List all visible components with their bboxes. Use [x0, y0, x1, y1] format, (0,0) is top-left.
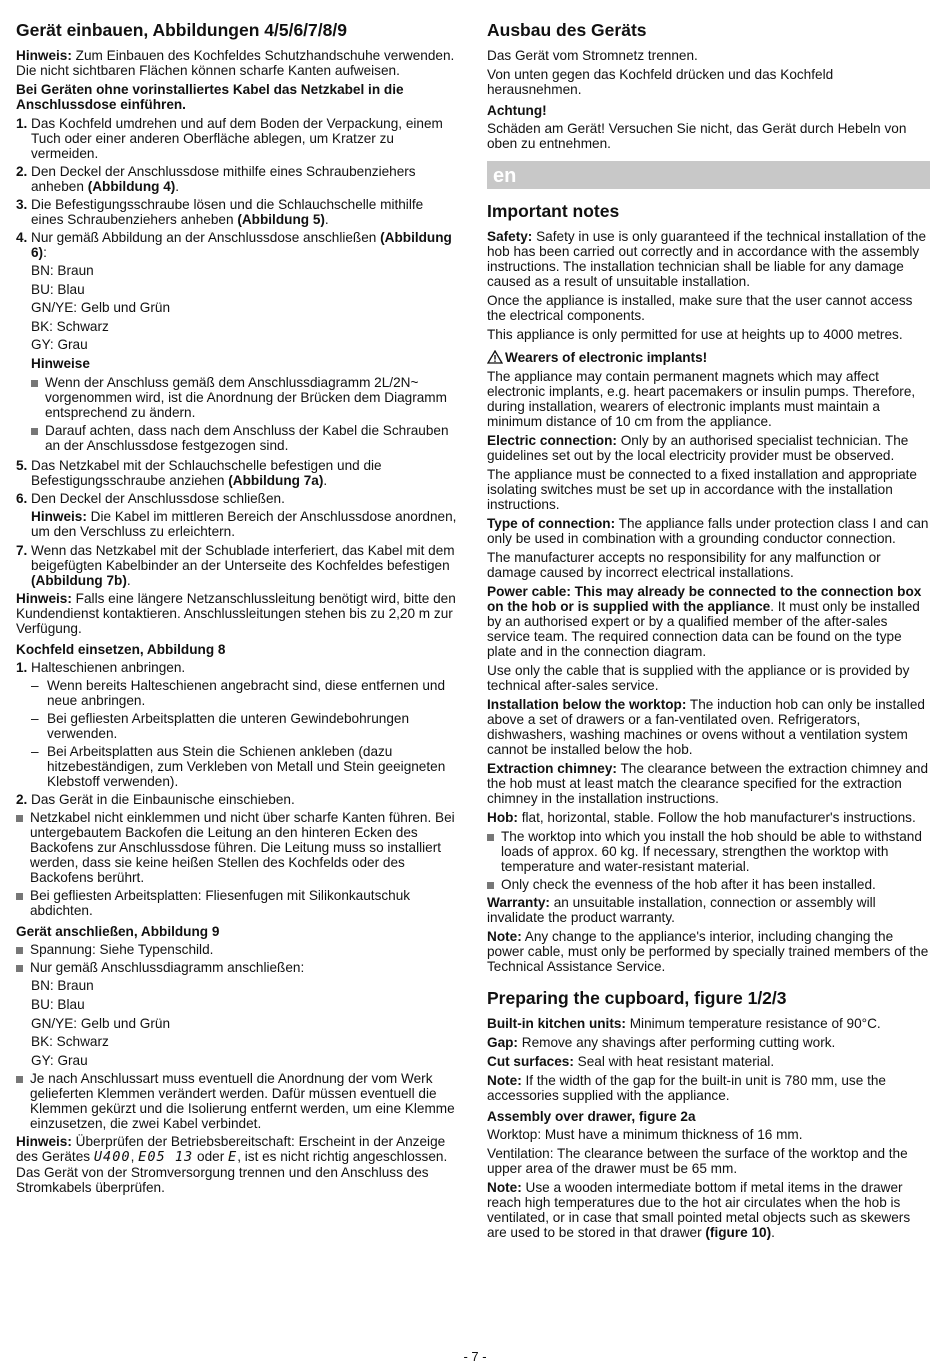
step-1: 1. Das Kochfeld umdrehen und auf dem Boden der Verpackung, einem Tuch oder einer anderen Oberfläche ablegen, um Kratzer zu vermeiden. — [16, 116, 443, 161]
dash-item: – Bei gefliesten Arbeitsplatten die unteren Gewindebohrungen verwenden. — [31, 711, 409, 742]
bullet-square-icon — [487, 834, 494, 841]
step-3: 3. Die Befestigungsschraube lösen und die Schlauchschelle mithilfe eines Schraubenziehers anheben (Abbildung 5). — [16, 197, 424, 227]
paragraph-note: Note: Use a wooden intermediate bottom if metal items in the drawer reach high temperatures due to the hot air circulates when the hob is ventilated, or in case that small pointed metal objects such as skewers are used to be stored in that drawer (figure 10). — [487, 1180, 911, 1240]
paragraph: Das Gerät vom Stromnetz trennen. — [487, 48, 698, 63]
paragraph: The appliance may contain permanent magnets which may affect electronic implants, e.g. heart pacemakers or insulin pumps. Therefore, during installation, wearers of electronic implants must maintain a minimum distance of 10 cm from the appliance. — [487, 369, 916, 429]
display-code: U400 — [93, 1149, 131, 1166]
wire-list — [31, 263, 458, 352]
section-title-einbauen: Gerät einbauen, Abbildungen 4/5/6/7/8/9 — [16, 20, 347, 40]
bullet-square-icon — [31, 428, 38, 435]
display-code: E — [228, 1149, 238, 1166]
paragraph: Once the appliance is installed, make sure that the user cannot access the electrical components. — [487, 293, 913, 323]
kabel-heading: Bei Geräten ohne vorinstalliertes Kabel das Netzkabel in die Anschlussdose einführen. — [16, 82, 404, 112]
paragraph: Ventilation: The clearance between the surface of the worktop and the upper area of the drawer must be 65 mm. — [487, 1146, 908, 1176]
page-number: - 7 - — [463, 1349, 487, 1364]
display-code: E05 13 — [138, 1149, 194, 1166]
step-5: 5. Das Netzkabel mit der Schlauchschelle befestigen und die Befestigungsschraube anziehen (Abbildung 7a). — [16, 458, 382, 489]
wire-item: BU: Blau — [31, 281, 85, 297]
hinweis-betrieb: Hinweis: Überprüfen der Betriebsbereitschaft: Erscheint in der Anzeige des Gerätes U400, E05 13 oder E, ist es nicht richtig angeschlossen. Das Gerät von der Stromversorgung trennen und den Anschluss des Stromkabels überprüfen. — [16, 1134, 448, 1196]
warning-triangle-icon — [487, 350, 503, 364]
bullet-item: Wenn der Anschluss gemäß dem Anschlussdiagramm 2L/2N~ vorgenommen wird, ist die Anordnung der Brücken dem Diagramm entsprechend zu ändern. — [31, 375, 458, 420]
heading-kochfeld: Kochfeld einsetzen, Abbildung 8 — [16, 642, 226, 658]
paragraph: Worktop: Must have a minimum thickness of 16 mm. — [487, 1127, 803, 1142]
wire-item: BU: Blau — [31, 996, 85, 1012]
bullet-square-icon — [16, 815, 23, 822]
wire-item: BN: Braun — [31, 978, 94, 994]
bullet-item: Only check the evenness of the hob after it has been installed. — [487, 877, 930, 892]
step-4: 4. Nur gemäß Abbildung an der Anschlussdose anschließen (Abbildung 6): — [16, 230, 452, 260]
wire-list — [31, 978, 458, 1067]
language-bar: en — [487, 161, 930, 189]
paragraph-electric: Electric connection: Only by an authorised specialist technician. The guidelines set out by the local electricity provider must be observed. — [487, 433, 909, 463]
hinweis-laenge: Hinweis: Falls eine längere Netzanschlussleitung benötigt wird, bitte den Kundendienst kontaktieren. Anschlussleitungen stehen bis zu 2,20 m zur Verfügung. — [16, 591, 456, 637]
bullet-item: Netzkabel nicht einklemmen und nicht über scharfe Kanten führen. Bei untergebautem Backofen die Leitung an den hinteren Ecken des Backofens zur Anschlussdose führen. Die Leitung muss so installiert werden, dass sie keine heißen Stellen des Kochfelds oder des Backofens berührt. — [16, 810, 458, 885]
paragraph-builtin: Built-in kitchen units: Minimum temperature resistance of 90°C. — [487, 1016, 881, 1031]
paragraph-note: Note: If the width of the gap for the built-in unit is 780 mm, use the accessories supplied with the appliance. — [487, 1073, 886, 1103]
paragraph: The manufacturer accepts no responsibility for any malfunction or damage caused by incorrect electrical installations. — [487, 550, 881, 580]
paragraph: The appliance must be connected to a fixed installation and appropriate isolating switches must be set up in accordance with the installation instructions. — [487, 467, 917, 512]
section-title-important: Important notes — [487, 201, 620, 221]
paragraph: This appliance is only permitted for use at heights up to 4000 metres. — [487, 327, 903, 342]
achtung-label: Achtung! — [487, 103, 547, 118]
paragraph-safety: Safety: Safety in use is only guaranteed if the technical installation of the hob has been carried out correctly and in accordance with the assembly instructions. The installation technician shall be liable for any damage caused as a result of unsuitable installation. — [487, 229, 927, 289]
hinweis-kabel: Hinweis: Die Kabel im mittleren Bereich der Anschlussdose anordnen, um den Verschluss zu erleichtern. — [31, 509, 457, 540]
hinweis-gloves: Hinweis: Zum Einbauen des Kochfeldes Schutzhandschuhe verwenden. Die nicht sichtbaren Flächen können scharfe Kanten aufweisen. — [16, 48, 455, 78]
step-6: 6. Den Deckel der Anschlussdose schließen. — [16, 491, 285, 507]
wire-item: BK: Schwarz — [31, 318, 109, 334]
right-column — [487, 20, 930, 1244]
bullet-square-icon — [16, 965, 23, 972]
paragraph-install: Installation below the worktop: The induction hob can only be installed above a set of drawers or a fan-ventilated oven. Refrigerators, dishwashers, washing machines or ovens without a ventilation system cannot be installed below the hob. — [487, 697, 925, 757]
paragraph-note: Note: Any change to the appliance's interior, including changing the power cable, must only be performed by specially trained members of the Technical Assistance Service. — [487, 929, 929, 974]
left-column — [16, 20, 458, 1199]
bullet-item: Bei gefliesten Arbeitsplatten: Fliesenfugen mit Silikonkautschuk abdichten. — [16, 888, 458, 918]
achtung-text: Schäden am Gerät! Versuchen Sie nicht, das Gerät durch Hebeln von oben zu entnehmen. — [487, 121, 907, 151]
implants-heading: Wearers of electronic implants! — [487, 350, 930, 365]
bullet-item: Darauf achten, dass nach dem Anschluss der Kabel die Schrauben an der Anschlussdose festgezogen sind. — [31, 423, 458, 453]
dash-item: – Wenn bereits Halteschienen angebracht sind, diese entfernen und neue anbringen. — [31, 678, 446, 709]
bullet-square-icon — [487, 882, 494, 889]
bullet-square-icon — [16, 947, 23, 954]
paragraph-warranty: Warranty: an unsuitable installation, connection or assembly will invalidate the product warranty. — [487, 895, 876, 925]
paragraph-gap: Gap: Remove any shavings after performing cutting work. — [487, 1035, 836, 1050]
step-2: 2. Den Deckel der Anschlussdose mithilfe eines Schraubenziehers anheben (Abbildung 4). — [16, 164, 416, 194]
wire-item: BK: Schwarz — [31, 1034, 109, 1050]
wire-item: GN/YE: Gelb und Grün — [31, 300, 171, 316]
k-step-2: 2. Das Gerät in die Einbaunische einschieben. — [16, 792, 295, 808]
k-step-1: 1. Halteschienen anbringen. — [16, 660, 186, 676]
paragraph: Von unten gegen das Kochfeld drücken und das Kochfeld herausnehmen. — [487, 67, 834, 97]
wire-item: GN/YE: Gelb und Grün — [31, 1015, 171, 1031]
wire-item: GY: Grau — [31, 337, 88, 353]
bullet-item: Nur gemäß Anschlussdiagramm anschließen: — [16, 960, 458, 975]
paragraph-cut: Cut surfaces: Seal with heat resistant material. — [487, 1054, 775, 1069]
bullet-square-icon — [16, 1076, 23, 1083]
paragraph: Use only the cable that is supplied with the appliance or is provided by technical after-sales service. — [487, 663, 910, 693]
wire-item: GY: Grau — [31, 1052, 88, 1068]
bullet-item: Spannung: Siehe Typenschild. — [16, 942, 458, 957]
step-7: 7. Wenn das Netzkabel mit der Schublade interferiert, das Kabel mit dem beigefügten Kabelbinder an der Unterseite des Kochfeldes befestigen (Abbildung 7b). — [16, 543, 455, 589]
section-title-preparing: Preparing the cupboard, figure 1/2/3 — [487, 988, 787, 1008]
heading-anschliessen: Gerät anschließen, Abbildung 9 — [16, 924, 220, 940]
heading-assembly: Assembly over drawer, figure 2a — [487, 1109, 696, 1124]
bullet-square-icon — [16, 893, 23, 900]
paragraph-power: Power cable: This may already be connected to the connection box on the hob or is supplied with the appliance. It must only be installed by an authorised expert or by a qualified member of the after-sales service team. The required connection data can be found on the type plate and in the connection diagram. — [487, 584, 922, 659]
paragraph-extraction: Extraction chimney: The clearance between the extraction chimney and the hob must at least match the clearance specified for the extraction chimney in the installation instructions. — [487, 761, 929, 806]
bullet-item: The worktop into which you install the hob should be able to withstand loads of approx. 60 kg. If necessary, strengthen the worktop with temperature and water-resistant material. — [487, 829, 930, 874]
bullet-square-icon — [31, 380, 38, 387]
paragraph-hob: Hob: flat, horizontal, stable. Follow the hob manufacturer's instructions. — [487, 810, 916, 825]
paragraph-type: Type of connection: The appliance falls under protection class I and can only be used in combination with a grounding conductor connection. — [487, 516, 929, 546]
section-title-ausbau: Ausbau des Geräts — [487, 20, 647, 40]
dash-item: – Bei Arbeitsplatten aus Stein die Schienen ankleben (dazu hitzebeständigen, zum Verkleben von Metall und Stein geeigneten Klebstoff verwenden). — [31, 744, 446, 790]
wire-item: BN: Braun — [31, 263, 94, 278]
bullet-item: Je nach Anschlussart muss eventuell die Anordnung der vom Werk gelieferten Klemmen verändert werden. Dafür müssen eventuell die Klemmen gekürzt und die Isolierung entfernt werden, um eine Klemme einzusetzen, die zwei Kabel verbindet. — [16, 1071, 458, 1131]
hinweise-label: Hinweise — [31, 356, 90, 372]
